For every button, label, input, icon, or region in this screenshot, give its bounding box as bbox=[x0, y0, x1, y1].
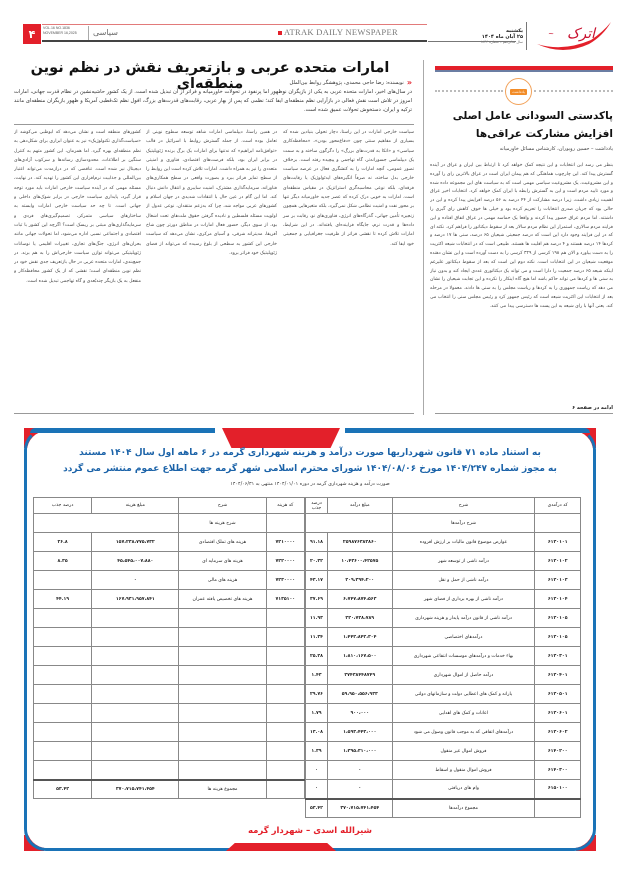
atrak-logo-icon bbox=[533, 18, 613, 52]
table-row bbox=[306, 552, 581, 571]
volume-line: VOL.16 NO.1836 bbox=[43, 26, 70, 30]
empty-cell bbox=[92, 723, 179, 742]
percent-cell: ۲۰.۳۲ bbox=[306, 552, 328, 571]
table-row bbox=[306, 628, 581, 647]
code-cell: ۶۱۳۰۱۰۲ bbox=[535, 552, 581, 571]
empty-cell bbox=[266, 666, 304, 685]
col-header-expense-code: کد هزینه bbox=[266, 498, 304, 514]
svg-text:اترک: اترک bbox=[566, 26, 596, 42]
description-cell: وام های دریافتی bbox=[392, 780, 535, 799]
page-number-badge: ۴ bbox=[23, 24, 41, 44]
description-cell: درآمد حاصل از اموال شهرداری bbox=[392, 666, 535, 685]
code-cell: ۶۱۴۰۳۰۰ bbox=[535, 761, 581, 780]
total-label: مجموع هزینه ها bbox=[179, 780, 266, 799]
day-name: یکشنبه bbox=[506, 28, 523, 34]
description-cell: اعانات و کمک های اهدایی bbox=[392, 704, 535, 723]
col-header-income-amount: مبلغ درآمد bbox=[327, 498, 392, 514]
masthead bbox=[0, 0, 620, 48]
section-label: شرح هزینه ها bbox=[179, 514, 266, 533]
description-cell: عوارض موضوع قانون مالیات بر ارزش افزوده bbox=[392, 533, 535, 552]
empty-cell bbox=[34, 628, 92, 647]
section-label-row bbox=[34, 514, 305, 533]
column-2-text: در همین راستا، دیپلماسی امارات شاهد توسعه سطوح نوینی از تعامل بوده است. از جمله گسترش روابط با اسرائیل در قالب «توافق‌نامه ابراهیم» که نه‌تنها برای امارات یک برگ برنده ژئوپلیتیک در برابر ایران بود، بلکه فرصت‌های اقتصادی، فناوری و امنیتی متعددی را نیز به همراه داشت. امارات تلاش کرده است این روابط را از سطح تمایز فراتر ببرد و بصورت واقعی در سطح همکاری‌های فناورانه، سرمایه‌گذاری مشترک، امنیت سایبری و انتقال دانش دنبال کند. اما این گام در عین حال با انتقادات شدیدی در جهان اسلام و کشورهای عربی مواجه شد، چرا که به‌زعم منتقدان، نوعی عدول از اولویت مسئله فلسطین و نادیده گرفتن حقوق ملت‌های تحت اشغال بود. از سوی دیگر، حضور فعال امارات در مناطق دورتر چون شاخ آفریقا، مدیترانه شرقی، و آسیای مرکزی، نشان می‌دهد که سیاست خارجی این کشور به سطحی از بلوغ رسیده که می‌تواند از فضای ژئوپلیتیک خود فراتر برود. bbox=[146, 130, 277, 256]
total-code-cell bbox=[535, 799, 581, 818]
empty-row bbox=[34, 647, 305, 666]
description-cell: درآمدهای اختصاصی bbox=[392, 628, 535, 647]
code-cell: ۷۲۱۰۰۰۰ bbox=[266, 533, 304, 552]
percent-cell: ۱۳.۰۸ bbox=[306, 723, 328, 742]
amount-cell: ۱،۳۹۵،۳۱۰،۰۰۰ bbox=[327, 742, 392, 761]
percent-cell: ۴۳.۱۷ bbox=[306, 571, 328, 590]
percent-cell: ۲۶.۸ bbox=[34, 533, 92, 552]
code-cell: ۶۱۳۰۶۰۲ bbox=[535, 723, 581, 742]
notice-subtitle: صورت درآمد و هزینه شهرداری گرمه در دوره ۱۴۰۴/۰۱/۰۱ منتهی به ۱۴۰۴/۰۶/۳۱ bbox=[230, 482, 390, 487]
empty-cell bbox=[34, 761, 92, 780]
article-column-1 bbox=[283, 128, 414, 249]
section-label-row bbox=[306, 514, 581, 533]
amount-cell: ۲۲۰،۷۲۸،۷۸۹ bbox=[327, 609, 392, 628]
author-text: نویسنده: رضا حاجی محمدی، پژوهشگر روابط بین‌الملل bbox=[289, 80, 404, 86]
empty-cell bbox=[179, 761, 266, 780]
col-header-expense-amount: مبلغ هزینه bbox=[92, 498, 179, 514]
section-label: شرح درآمدها bbox=[392, 514, 535, 533]
percent-cell: ۹۱.۱۸ bbox=[306, 533, 328, 552]
code-cell: ۷۱۳۵۱۰۰ bbox=[266, 590, 304, 609]
percent-cell: ۱.۴۳ bbox=[306, 666, 328, 685]
empty-cell bbox=[34, 647, 92, 666]
table-row bbox=[306, 590, 581, 609]
empty-cell bbox=[266, 742, 304, 761]
empty-row bbox=[34, 609, 305, 628]
description-cell: درآمد ناشی از بهره برداری از فضای شهر bbox=[392, 590, 535, 609]
empty-cell bbox=[266, 704, 304, 723]
section-label-spacer bbox=[266, 514, 304, 533]
sidebar-dotted-rule-left bbox=[435, 90, 503, 92]
amount-cell: ۰ bbox=[327, 780, 392, 799]
table-row bbox=[34, 590, 305, 609]
description-cell: فروش اموال غیر منقول bbox=[392, 742, 535, 761]
column-3-text: کشورهای منطقه است و نشان می‌دهد که ابوظبی می‌کوشد از «سیاست‌گذاری تکنولوژیک» نیز به عنوان ابزاری برای شکل‌دهی به نظم منطقه‌ای بهره گیرد. اما همزمان، این کشور متهم به کنترل سنگین بر اطلاعات، محدودسازی رسانه‌ها و سرکوب آزادی‌های دیجیتال نیز شده است. تناقضی که در درازمدت می‌تواند اعتبار بین‌المللی و جذابیت نرم‌افزاری این کشور را تهدید کند. در نهایت، مسئله مهمی که در آینده سیاست خارجی امارات باید مورد توجه قرار گیرد، پایداری سیاست خارجی در برابر شوک‌های داخلی و جهانی است. تا چه حد سیاست خارجی امارات وابسته به ساختارهای سیاسی متمرکز، تصمیم‌گیری‌های فردی و سرمایه‌گذاری‌های مبتنی بر ریسک است؟ اگرچه این کشور با ثبات اقتصادی و اجتماعی نسبی اداره می‌شود، اما تحولات جهانی مانند بحران‌های انرژی، جنگ‌های تجاری، تغییرات اقلیمی یا نوسانات ژئوپلیتیکی می‌تواند توازن سیاست خارجی‌اش را به هم بزند. در جمع‌بندی، امارات متحده عربی در حال بازتعریف جدی نقش خود در نظم نوین منطقه‌ای است؛ نقشی که از یک کشور محافظه‌کار و منفعل به یک بازیگر چندبُعدی و گاه تهاجمی تبدیل شده است. bbox=[14, 130, 141, 284]
description-cell: هزینه های مالی bbox=[179, 571, 266, 590]
article-column-2 bbox=[146, 128, 277, 413]
empty-cell bbox=[179, 666, 266, 685]
amount-cell: ۱۵۷،۲۳۸،۷۷۵،۷۳۲ bbox=[92, 533, 179, 552]
col-header-description: شرح bbox=[392, 498, 535, 514]
table-row bbox=[306, 761, 581, 780]
empty-cell bbox=[34, 666, 92, 685]
table-row bbox=[306, 704, 581, 723]
table-row bbox=[34, 552, 305, 571]
code-cell: ۷۲۲۰۰۰۰ bbox=[266, 552, 304, 571]
empty-cell bbox=[179, 647, 266, 666]
code-cell: ۶۱۵۰۱۰۰ bbox=[535, 780, 581, 799]
empty-cell bbox=[92, 704, 179, 723]
red-square-icon bbox=[278, 31, 282, 35]
table-row bbox=[306, 742, 581, 761]
empty-cell bbox=[34, 609, 92, 628]
empty-cell bbox=[92, 647, 179, 666]
total-percent: ۵۳.۴۲ bbox=[306, 799, 328, 818]
code-cell: ۶۱۳۰۴۰۱ bbox=[535, 666, 581, 685]
percent-cell: ۲۵.۲۸ bbox=[306, 647, 328, 666]
code-cell: ۶۱۳۰۱۰۳ bbox=[535, 571, 581, 590]
col-header-description: شرح bbox=[179, 498, 266, 514]
amount-cell: ۰ bbox=[327, 761, 392, 780]
amount-cell: ۱،۴۴۲،۸۴۲،۳۰۴ bbox=[327, 628, 392, 647]
code-cell: ۶۱۳۰۱۰۴ bbox=[535, 590, 581, 609]
empty-cell bbox=[92, 685, 179, 704]
empty-cell bbox=[179, 742, 266, 761]
date-fa: ۲۵ آبان ماه ۱۴۰۴ bbox=[481, 34, 523, 40]
amount-cell: ۲۷۴۳۸۴۴۸۷۴۹ bbox=[327, 666, 392, 685]
col-header-percent: درصد جذب bbox=[34, 498, 92, 514]
table-row bbox=[306, 780, 581, 799]
code-cell: ۶۱۳۰۳۰۱ bbox=[535, 647, 581, 666]
percent-cell: ۱.۷۹ bbox=[306, 704, 328, 723]
empty-cell bbox=[179, 723, 266, 742]
notice-top-blue-right bbox=[345, 428, 590, 433]
description-cell: درآمد ناشی از قانون درآمد پایدار و هزینه شهرداری bbox=[392, 609, 535, 628]
empty-cell bbox=[179, 609, 266, 628]
total-row bbox=[34, 780, 305, 799]
amount-cell: ۵۹،۹۵۰،۵۵۶،۹۳۳ bbox=[327, 685, 392, 704]
empty-cell bbox=[266, 647, 304, 666]
total-code-cell bbox=[266, 780, 304, 799]
percent-cell: ۱.۳۹ bbox=[306, 742, 328, 761]
volume-info bbox=[43, 26, 77, 36]
description-cell: هزینه های سرمایه ای bbox=[179, 552, 266, 571]
notice-title-line-1: به استناد ماده ۷۱ قانون شهرداریها صورت درآمد و هزینه شهرداری گرمه در ۶ ماهه اول سال ۱۴۰۴ مستند bbox=[79, 448, 541, 458]
code-cell: ۶۱۳۰۶۰۱ bbox=[535, 704, 581, 723]
percent-cell: ۰ bbox=[306, 780, 328, 799]
date-underline bbox=[428, 41, 516, 42]
total-amount: ۳۷۰،۷۱۵،۷۴۱،۴۵۴ bbox=[327, 799, 392, 818]
col-header-percent: درصد جذب bbox=[306, 498, 328, 514]
column-1-text: سیاست خارجی امارات در این راستا، دچار تحولی بنیادین شده که بسیاری از مفاهیم سنتی چون «دفاع‌محور بودن»، «محافظه‌کاری سیاسی» و «اتکا به قدرت‌های بزرگ» را دگرگون ساخته و به سمت یک دیپلماسی جسورانه‌تر، گاه تهاجمی و پیچیده رفته است. برخلاف تصور عمومی، آنچه امارات را به کنشگری فعال در عرصه سیاست خارجی بدل ساخته، نه صرفاً انگیزه‌های ایدئولوژیک یا رقابت‌های فرقه‌ای، بلکه نوعی محاسبه‌گری استراتژیک در مقیاس منطقه‌ای است. امارات به خوبی درک کرده که عصر جدید خاورمیانه دیگر تنها بر محور نفت و امنیت نظامی شکل نمی‌گیرد، بلکه متغیرهایی همچون زنجیره تأمین جهانی، گذرگاه‌های انرژی، فناوری‌های نو، رقابت بر سر داده‌ها و قدرت نرم، جایگاه فزاینده‌ای یافته‌اند. در این شرایط، امارات تلاش کرده تا نقشی فراتر از ظرفیت جغرافیایی و جمعیتی خود ایفا کند. bbox=[283, 130, 414, 247]
code-cell: ۶۱۳۰۱۰۵ bbox=[535, 628, 581, 647]
income-header-row bbox=[306, 498, 581, 514]
article-column-3 bbox=[14, 128, 141, 413]
sidebar-bottom-rule bbox=[435, 413, 613, 414]
amount-cell: ۱۰،۴۳۶۰۰،۴۲۵۷۵ bbox=[327, 552, 392, 571]
empty-cell bbox=[92, 609, 179, 628]
code-cell: ۶۱۳۰۵۰۱ bbox=[535, 685, 581, 704]
main-headline: امارات متحده عربی و بازتعریف نقش در نظم نوین منطقه‌ای bbox=[30, 60, 390, 92]
percent-cell: ۲۹.۷۶ bbox=[306, 685, 328, 704]
notice-title-line-2: به مجوز شماره ۱۴۰۴/۲۴۷ مورخ ۱۴۰۴/۰۸/۰۶ شورای محترم اسلامی شهر گرمه جهت اطلاع عموم منتشر می گردد bbox=[63, 464, 557, 474]
notice-top-blue-left bbox=[30, 428, 215, 433]
svg-text:~: ~ bbox=[548, 30, 554, 38]
description-cell: بهاء خدمات و درآمدهای موسسات انتفاعی شهرداری bbox=[392, 647, 535, 666]
code-cell: ۷۲۳۰۰۰۰ bbox=[266, 571, 304, 590]
description-cell: فروش اموال منقول و اسقاط bbox=[392, 761, 535, 780]
date-divider bbox=[526, 22, 527, 50]
code-cell: ۶۱۳۰۱۰۵ bbox=[535, 609, 581, 628]
article-lead: در سال‌های اخیر، امارات متحده عربی به یکی از بازیگران نوظهور اما پرنفوذ در تحولات خاورمیانه و فراتر از آن تبدیل شده است. از یک کشور حاشیه‌نشین در نظام قدرت جهانی، امارات امروز در تلاش است نقش فعالی در بازآرایی نظم منطقه‌ای ایفا کند؛ نظمی که پس از بهار عربی، رقابت‌های قدرت‌های بزرگ، افول نظم تک‌قطبی آمریکا و ظهور بازیگران منطقه‌ای مانند ترکیه و ایران، دستخوش تحولات عمیق شده است. bbox=[14, 89, 412, 113]
code-cell: ۶۱۴۰۲۰۰ bbox=[535, 742, 581, 761]
empty-cell bbox=[92, 628, 179, 647]
description-cell: درآمد ناشی از حمل و نقل bbox=[392, 571, 535, 590]
note-badge-ring-icon bbox=[505, 78, 532, 105]
table-row bbox=[306, 609, 581, 628]
section-name: سیاسی bbox=[88, 26, 118, 40]
empty-cell bbox=[92, 742, 179, 761]
amount-cell: ۹۰۰،۰۰۰ bbox=[327, 704, 392, 723]
article-author bbox=[14, 78, 412, 87]
section-label-spacer bbox=[34, 514, 179, 533]
amount-cell: ۴۵،۵۴۵،۰۰۷،۸۸۰ bbox=[92, 552, 179, 571]
amount-cell: ۱۶۷،۹۳۱،۹۵۷،۸۴۱ bbox=[92, 590, 179, 609]
description-cell: هزینه های تخصیص یافته عمران bbox=[179, 590, 266, 609]
amount-cell: ۲۵۹۸۷۶۳۸۲۸۶۰ bbox=[327, 533, 392, 552]
description-cell: درآمدهای اتفاقی که به موجب قانون وصول می شود bbox=[392, 723, 535, 742]
notice-signature: شیرالله اسدی – شهردار گرمه bbox=[248, 826, 372, 836]
sidebar-dotted-rule-right bbox=[534, 90, 613, 92]
paper-name-text: ATRAK DAILY NEWSPAPER bbox=[284, 27, 398, 37]
percent-cell bbox=[34, 571, 92, 590]
sidebar-author: یادداشت – حسین رویوران، کارشناس مسائل خاورمیانه bbox=[499, 146, 613, 152]
continued-link[interactable]: ادامه در صفحه ۶ bbox=[572, 405, 613, 411]
sidebar-body-text: بنظر می رسد این انتخابات و این نتیجه کمک خواهد کرد تا ارتباط بین ایران و عراق در آینده گسترش پیدا کند. این چارچوب هماهنگی که هم پیمان ایران است در عراق بالاترین رای را آورده و این مشروعیت، یک مشروعیت سیاسی مهمی است که به سیاست های این مجموعه داده شده و مورد تایید مردم است و این به گسترش رابطه با ایران کمک خواهد کرد. انتخابات اخیر عراق اهمیت زیادی داشت، زیرا درصد مشارکت از ۴۴ درصد به ۵۶ درصد افزایش پیدا کرده و این در حالی بود که جریان صدری انتخابات را تحریم کرده بود و خیلی ها خوف کاهش رای گیری را داشتند. اما مردم عراق حضور پیدا کردند و واقعا یک حماسه مهمی در عراق اتفاق افتاده و این فرایند مردم سالاری، استمرار این نظام مردم سالار بعد از سقوط دیکتاتور را فراهم کرد. نکته ای که در این فرایند وجود دارد این است که درصد جمعیتی شیعیان ۶۵ درصد، سنی ها ۱۷ درصد و کردها ۱۴ درصد هستند و ۴ درصد هم اقلیت ها هستند. طبیعی است که در انتخابات شیعه اکثریت را به دست بیاورد و الان هم ۱۹۸ کرسی از ۳۲۹ کرسی را به دست آورده است و این نشان دهنده موقعیت شیعیان در این انتخابات است. نکته دوم این است که بعد از سقوط دیکتاتور علیرغم اینکه شیعه ۶۵ درصد جمعیت را دارا است و می تواند یک دیکتاتوری عددی ایجاد کند و بدون نیاز به سنی ها و کردها می تواند حاکم باشد اما هیچ گاه اینکار را نکرده و این تجابت شیعیان را نشان می دهد که ریاست جمهوری را به کردها و ریاست مجلس را به سنی ها دادند. معمولا در مرحله بعد از انتخابات این اکثریت شیعه است که رئیس جمهور کرد و رئیس مجلس سنی را انتخاب می کند. یعنی آنها با رای شیعه به این پست ها دسترسی پیدا می کنند. bbox=[430, 163, 613, 309]
empty-cell bbox=[34, 742, 92, 761]
empty-row bbox=[34, 685, 305, 704]
amount-cell: ۰ bbox=[92, 571, 179, 590]
total-row bbox=[306, 799, 581, 818]
expense-header-row bbox=[34, 498, 305, 514]
empty-row bbox=[34, 761, 305, 780]
empty-row bbox=[34, 723, 305, 742]
empty-row bbox=[34, 704, 305, 723]
sidebar-headline: پاکدستی السودانی عامل اصلی افزایش مشارکت عراقی‌ها bbox=[452, 110, 613, 140]
table-row bbox=[306, 647, 581, 666]
table-row bbox=[306, 571, 581, 590]
empty-row bbox=[34, 666, 305, 685]
amount-cell: ۶،۷۴۷،۸۷۴،۵۶۳ bbox=[327, 590, 392, 609]
code-cell: ۶۱۳۰۱۰۱ bbox=[535, 533, 581, 552]
income-table bbox=[305, 497, 581, 818]
empty-cell bbox=[34, 704, 92, 723]
empty-cell bbox=[92, 666, 179, 685]
empty-cell bbox=[266, 723, 304, 742]
empty-row bbox=[34, 742, 305, 761]
note-badge: یادداشت bbox=[512, 89, 525, 94]
notice-bottom-red-tab bbox=[226, 843, 336, 851]
table-row bbox=[34, 571, 305, 590]
sidebar-body bbox=[430, 162, 613, 402]
table-row bbox=[306, 533, 581, 552]
total-label: مجموع درآمدها bbox=[392, 799, 535, 818]
empty-cell bbox=[266, 761, 304, 780]
empty-cell bbox=[266, 609, 304, 628]
empty-cell bbox=[266, 685, 304, 704]
issue-info: سال شانزدهم – شماره ۱۸۳۶ bbox=[480, 40, 523, 44]
date-line-en: NOVEMBER 16,2025 bbox=[43, 31, 77, 35]
col-header-income-code: کد درآمدی bbox=[535, 498, 581, 514]
description-cell: هزینه های تملک اقتصادی bbox=[179, 533, 266, 552]
empty-row bbox=[34, 628, 305, 647]
sidebar-blue-bar bbox=[435, 70, 613, 72]
double-chevron-icon: « bbox=[406, 78, 412, 87]
total-amount: ۳۷۰،۷۱۵،۷۴۱،۴۵۴ bbox=[92, 780, 179, 799]
table-row bbox=[34, 533, 305, 552]
empty-cell bbox=[92, 761, 179, 780]
percent-cell: ۱۱.۳۴ bbox=[306, 628, 328, 647]
article-bottom-rule bbox=[14, 413, 414, 414]
empty-cell bbox=[179, 628, 266, 647]
percent-cell: ۴۴.۱۹ bbox=[34, 590, 92, 609]
amount-cell: ۲۰۹،۳۹۴،۲۰۰ bbox=[327, 571, 392, 590]
description-cell: درآمد ناشی از توسعه شهر bbox=[392, 552, 535, 571]
table-row bbox=[306, 666, 581, 685]
section-label-spacer bbox=[535, 514, 581, 533]
empty-cell bbox=[179, 704, 266, 723]
empty-cell bbox=[266, 628, 304, 647]
percent-cell: ۱۱.۹۳ bbox=[306, 609, 328, 628]
expense-table bbox=[33, 497, 305, 799]
amount-cell: ۱،۸۱۰،۱۶۷،۵۰۰ bbox=[327, 647, 392, 666]
empty-cell bbox=[34, 685, 92, 704]
percent-cell: ۳۷.۶۹ bbox=[306, 590, 328, 609]
total-percent: ۵۳.۴۲ bbox=[34, 780, 92, 799]
table-row bbox=[306, 723, 581, 742]
table-row bbox=[306, 685, 581, 704]
percent-cell: ۸.۳۵ bbox=[34, 552, 92, 571]
notice-title bbox=[30, 445, 590, 477]
section-label-spacer bbox=[306, 514, 393, 533]
empty-cell bbox=[179, 685, 266, 704]
amount-cell: ۱،۵۹۳،۴۴۳،۰۰۰ bbox=[327, 723, 392, 742]
percent-cell: ۰ bbox=[306, 761, 328, 780]
description-cell: یارانه و کمک های اعطایی دولت و سازمانهای دولتی bbox=[392, 685, 535, 704]
paper-name-en bbox=[278, 27, 398, 37]
lead-divider bbox=[14, 124, 414, 125]
empty-cell bbox=[34, 723, 92, 742]
